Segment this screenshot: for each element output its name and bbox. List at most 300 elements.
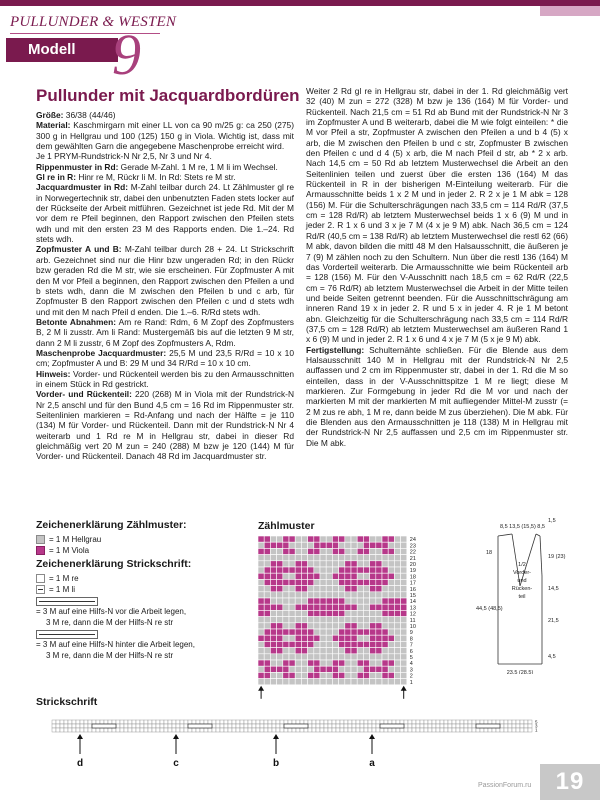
stitch-cell bbox=[320, 724, 324, 728]
hellgrau-cell bbox=[339, 654, 345, 660]
viola-cell bbox=[363, 548, 369, 554]
viola-cell bbox=[332, 542, 338, 548]
hellgrau-cell bbox=[295, 610, 301, 616]
stitch-cell bbox=[412, 724, 416, 728]
hellgrau-cell bbox=[301, 672, 307, 678]
viola-cell bbox=[289, 629, 295, 635]
stitch-cell bbox=[340, 728, 344, 732]
viola-cell bbox=[370, 561, 376, 567]
paragraph-text: Schulternähte schließen. Für die Blende aus dem Halsausschnitt 140 M in Hellgrau mit der Rundstrick-N Nr 2,5 auffassen und 2 cm im Rippenmuster str, dabei in der 1. Rd die M so einteilen, dass in der V-Ausschnittspitze 1 M re liegt; diese M markieren. Zur Formgebung in jeder Rd die M vor und nach der markierten M mit der markierten M mit aufliegender Mittel-M zusstr (= 2 M zus re abh, 1 M re, dann beide M zus überziehen). Die M abk. Für die Blenden aus den Armausschnitten je 118 (138) M in Hellgrau mit der Rundstrick-N Nr 2,5 auffassen und 2,5 cm im Rippenmuster str. Die M abk. bbox=[306, 344, 568, 448]
viola-cell bbox=[345, 579, 351, 585]
hellgrau-cell bbox=[351, 536, 357, 542]
row-number: 16 bbox=[409, 586, 416, 593]
viola-cell bbox=[382, 660, 388, 666]
hellgrau-cell bbox=[370, 592, 376, 598]
hellgrau-cell bbox=[258, 567, 264, 573]
stitch-cell bbox=[88, 720, 92, 724]
hellgrau-cell bbox=[363, 617, 369, 623]
count-chart-grid bbox=[258, 534, 428, 710]
stitch-cell bbox=[444, 728, 448, 732]
row-number: 22 bbox=[409, 549, 416, 556]
count-legend-title: Zeichenerklärung Zählmuster: bbox=[36, 519, 187, 531]
viola-cell bbox=[314, 635, 320, 641]
legend-cross-front-2: 3 M re, dann die M der Hilfs-N re str bbox=[46, 618, 174, 627]
viola-cell bbox=[370, 542, 376, 548]
stitch-cell bbox=[264, 720, 268, 724]
stitch-cell bbox=[220, 720, 224, 724]
stitch-cell bbox=[468, 720, 472, 724]
hellgrau-cell bbox=[258, 679, 264, 685]
stitch-cell bbox=[184, 720, 188, 724]
stitch-cell bbox=[284, 728, 288, 732]
stitch-cell bbox=[400, 720, 404, 724]
hellgrau-cell bbox=[295, 542, 301, 548]
row-number: 12 bbox=[409, 611, 416, 618]
stitch-cell bbox=[372, 728, 376, 732]
stitch-cell bbox=[264, 724, 268, 728]
hellgrau-cell bbox=[314, 561, 320, 567]
hellgrau-cell bbox=[289, 592, 295, 598]
hellgrau-cell bbox=[394, 555, 400, 561]
hellgrau-cell bbox=[370, 598, 376, 604]
viola-cell bbox=[357, 641, 363, 647]
hellgrau-cell bbox=[308, 654, 314, 660]
hellgrau-cell bbox=[258, 592, 264, 598]
instruction-paragraph bbox=[306, 86, 568, 345]
hellgrau-cell bbox=[401, 635, 407, 641]
viola-cell bbox=[332, 604, 338, 610]
viola-cell bbox=[283, 660, 289, 666]
stitch-cell bbox=[444, 724, 448, 728]
stitch-cell bbox=[376, 728, 380, 732]
hellgrau-cell bbox=[332, 648, 338, 654]
hellgrau-cell bbox=[270, 555, 276, 561]
instruction-paragraph bbox=[36, 120, 294, 151]
hellgrau-cell bbox=[394, 648, 400, 654]
viola-cell bbox=[277, 567, 283, 573]
stitch-chart bbox=[36, 696, 556, 782]
legend-viola bbox=[36, 545, 256, 556]
viola-cell bbox=[295, 641, 301, 647]
viola-cell bbox=[332, 573, 338, 579]
viola-cell bbox=[351, 561, 357, 567]
stitch-cell bbox=[280, 728, 284, 732]
cable-cross-symbol bbox=[92, 724, 116, 728]
hellgrau-cell bbox=[283, 592, 289, 598]
viola-cell bbox=[382, 548, 388, 554]
stitch-cell bbox=[416, 728, 420, 732]
viola-cell bbox=[270, 666, 276, 672]
stitch-cell bbox=[252, 724, 256, 728]
viola-cell bbox=[308, 604, 314, 610]
viola-cell bbox=[314, 536, 320, 542]
stitch-arrow-label: d bbox=[76, 758, 84, 769]
hellgrau-cell bbox=[320, 648, 326, 654]
hellgrau-cell bbox=[295, 598, 301, 604]
article-title: Pullunder mit Jacquardbordüren bbox=[36, 86, 300, 105]
hellgrau-cell bbox=[345, 679, 351, 685]
hellgrau-cell bbox=[363, 598, 369, 604]
stitch-cell bbox=[460, 724, 464, 728]
viola-cell bbox=[277, 542, 283, 548]
hellgrau-cell bbox=[382, 561, 388, 567]
hellgrau-cell bbox=[283, 561, 289, 567]
hellgrau-cell bbox=[295, 666, 301, 672]
hellgrau-cell bbox=[258, 579, 264, 585]
stitch-cell bbox=[336, 728, 340, 732]
hellgrau-cell bbox=[301, 542, 307, 548]
stitch-cell bbox=[316, 720, 320, 724]
instruction-paragraph bbox=[36, 172, 294, 182]
stitch-cell bbox=[272, 724, 276, 728]
stitch-cell bbox=[388, 720, 392, 724]
viola-cell bbox=[301, 567, 307, 573]
hellgrau-cell bbox=[326, 648, 332, 654]
schema-right-measure: 19 (23) bbox=[548, 554, 566, 560]
paragraph-label: Vorder- und Rückenteil: bbox=[36, 389, 132, 400]
instruction-paragraph bbox=[306, 345, 568, 448]
viola-cell bbox=[388, 604, 394, 610]
legend-viola-text: = 1 M Viola bbox=[49, 546, 90, 555]
stitch-cell bbox=[136, 720, 140, 724]
stitch-cell bbox=[224, 728, 228, 732]
stitch-cell bbox=[324, 724, 328, 728]
stitch-cell bbox=[80, 720, 84, 724]
hellgrau-cell bbox=[394, 666, 400, 672]
stitch-cell bbox=[72, 724, 76, 728]
viola-cell bbox=[283, 666, 289, 672]
hellgrau-cell bbox=[289, 635, 295, 641]
stitch-cell bbox=[140, 724, 144, 728]
viola-cell bbox=[382, 666, 388, 672]
hellgrau-cell bbox=[370, 654, 376, 660]
hellgrau-cell bbox=[258, 586, 264, 592]
row-number: 2 bbox=[409, 673, 413, 680]
stitch-cell bbox=[216, 720, 220, 724]
stitch-cell bbox=[160, 720, 164, 724]
hellgrau-cell bbox=[394, 542, 400, 548]
hellgrau-cell bbox=[370, 536, 376, 542]
viola-cell bbox=[289, 536, 295, 542]
viola-cell bbox=[339, 579, 345, 585]
hellgrau-cell bbox=[394, 536, 400, 542]
stitch-cell bbox=[440, 724, 444, 728]
hellgrau-cell bbox=[401, 592, 407, 598]
viola-cell bbox=[258, 598, 264, 604]
stitch-cell bbox=[244, 728, 248, 732]
viola-cell bbox=[345, 629, 351, 635]
viola-cell bbox=[357, 579, 363, 585]
hellgrau-cell bbox=[332, 617, 338, 623]
hellgrau-cell bbox=[295, 536, 301, 542]
viola-cell bbox=[264, 579, 270, 585]
paragraph-text: 220 (268) M in Viola mit der Rundstrick-N Nr 2,5 anschl und für den Bund 4,5 cm = 16 Rd im Rippenmuster str. Seitenlinien markieren = Rd-Anfang und nach der Hälfte = je 110 (134) M für Vorder- und Rückenteil. Dann mit der Rundstrick-N Nr 4 weiterarb und 1 Rd re M in Hellgrau str, dabei in dieser Rd gleichmäßig vert 20 M zun = 240 (288) M bzw je 120 (144) M für Vorder- und Rückenteil. Danach 48 Rd im Jacquardmuster str. bbox=[36, 389, 294, 462]
stitch-cell bbox=[200, 728, 204, 732]
viola-cell bbox=[376, 648, 382, 654]
brand-title: PULLUNDER & WESTEN bbox=[10, 14, 177, 30]
hellgrau-cell bbox=[382, 586, 388, 592]
hellgrau-cell bbox=[258, 629, 264, 635]
hellgrau-cell bbox=[320, 555, 326, 561]
hellgrau-cell bbox=[314, 641, 320, 647]
hellgrau-cell bbox=[283, 654, 289, 660]
hellgrau-cell bbox=[326, 567, 332, 573]
stitch-cell bbox=[388, 728, 392, 732]
viola-cell bbox=[370, 641, 376, 647]
stitch-cell bbox=[456, 728, 460, 732]
viola-cell bbox=[332, 610, 338, 616]
viola-cell bbox=[388, 573, 394, 579]
stitch-cell bbox=[344, 724, 348, 728]
stitch-cell bbox=[516, 724, 520, 728]
viola-cell bbox=[295, 567, 301, 573]
viola-cell bbox=[295, 604, 301, 610]
stitch-cell bbox=[428, 728, 432, 732]
cable-cross-symbol bbox=[284, 724, 308, 728]
cable-cross-symbol bbox=[380, 724, 404, 728]
stitch-cell bbox=[524, 720, 528, 724]
viola-cell bbox=[277, 579, 283, 585]
hellgrau-cell bbox=[357, 679, 363, 685]
viola-cell bbox=[339, 610, 345, 616]
hellgrau-cell bbox=[370, 679, 376, 685]
viola-cell bbox=[308, 629, 314, 635]
paragraph-label: Hinweis: bbox=[36, 368, 71, 379]
hellgrau-cell bbox=[308, 617, 314, 623]
hellgrau-cell bbox=[394, 672, 400, 678]
hellgrau-cell bbox=[345, 666, 351, 672]
model-label: Modell bbox=[6, 38, 118, 62]
viola-cell bbox=[277, 573, 283, 579]
hellgrau-cell bbox=[376, 660, 382, 666]
hellgrau-cell bbox=[283, 598, 289, 604]
stitch-cell bbox=[196, 728, 200, 732]
stitch-cell bbox=[156, 728, 160, 732]
stitch-cell bbox=[420, 724, 424, 728]
paragraph-text: Hinr re M, Rückr li M. In Rd: Stets re M str. bbox=[76, 172, 236, 183]
hellgrau-cell bbox=[264, 555, 270, 561]
stitch-chart-grid bbox=[36, 712, 556, 782]
viola-cell bbox=[370, 567, 376, 573]
stitch-cell bbox=[352, 728, 356, 732]
hellgrau-cell bbox=[351, 555, 357, 561]
hellgrau-cell bbox=[314, 579, 320, 585]
stitch-cell bbox=[332, 720, 336, 724]
viola-cell bbox=[301, 573, 307, 579]
hellgrau-cell bbox=[388, 666, 394, 672]
hellgrau-cell bbox=[326, 579, 332, 585]
hellgrau-cell bbox=[326, 573, 332, 579]
stitch-cell bbox=[328, 728, 332, 732]
stitch-cell bbox=[192, 728, 196, 732]
hellgrau-cell bbox=[370, 610, 376, 616]
stitch-cell bbox=[512, 724, 516, 728]
hellgrau-cell bbox=[295, 679, 301, 685]
stitch-cell bbox=[272, 720, 276, 724]
viola-cell bbox=[376, 579, 382, 585]
stitch-cell bbox=[60, 728, 64, 732]
hellgrau-cell bbox=[283, 635, 289, 641]
stitch-cell bbox=[108, 728, 112, 732]
hellgrau-cell bbox=[270, 610, 276, 616]
schema-top-right: 1,5 bbox=[548, 518, 556, 524]
viola-cell bbox=[277, 623, 283, 629]
viola-cell bbox=[277, 604, 283, 610]
stitch-cell bbox=[500, 720, 504, 724]
legend-cross-front-1: = 3 M auf eine Hilfs-N vor die Arbeit legen, bbox=[36, 607, 187, 616]
stitch-cell bbox=[360, 724, 364, 728]
stitch-cell bbox=[80, 728, 84, 732]
page-number: 19 bbox=[540, 764, 600, 800]
viola-cell bbox=[277, 629, 283, 635]
hellgrau-cell bbox=[363, 623, 369, 629]
stitch-cell bbox=[124, 720, 128, 724]
stitch-cell bbox=[260, 728, 264, 732]
stitch-cell bbox=[240, 724, 244, 728]
viola-cell bbox=[345, 567, 351, 573]
hellgrau-cell bbox=[345, 617, 351, 623]
stitch-cell bbox=[224, 720, 228, 724]
hellgrau-cell bbox=[401, 654, 407, 660]
instruction-paragraph bbox=[36, 244, 294, 316]
hellgrau-cell bbox=[314, 654, 320, 660]
stitch-cell bbox=[120, 720, 124, 724]
viola-cell bbox=[264, 604, 270, 610]
viola-cell bbox=[264, 536, 270, 542]
hellgrau-cell bbox=[301, 666, 307, 672]
hellgrau-cell bbox=[277, 660, 283, 666]
stitch-cell bbox=[308, 720, 312, 724]
legend-purl-text: = 1 M li bbox=[49, 585, 76, 594]
hellgrau-cell bbox=[258, 617, 264, 623]
stitch-cell bbox=[360, 720, 364, 724]
stitch-cell bbox=[68, 720, 72, 724]
hellgrau-cell bbox=[388, 542, 394, 548]
paragraph-label: Rippenmuster in Rd: bbox=[36, 161, 119, 172]
stitch-cell bbox=[264, 728, 268, 732]
hellgrau-cell bbox=[320, 579, 326, 585]
stitch-cell bbox=[528, 728, 532, 732]
viola-cell bbox=[357, 567, 363, 573]
viola-cell bbox=[388, 548, 394, 554]
viola-cell bbox=[339, 536, 345, 542]
viola-cell bbox=[289, 660, 295, 666]
hellgrau-cell bbox=[345, 536, 351, 542]
stitch-cell bbox=[476, 720, 480, 724]
viola-cell bbox=[264, 641, 270, 647]
stitch-cell bbox=[344, 728, 348, 732]
hellgrau-cell bbox=[301, 654, 307, 660]
viola-cell bbox=[270, 542, 276, 548]
viola-cell bbox=[388, 660, 394, 666]
stitch-cell bbox=[508, 724, 512, 728]
stitch-cell bbox=[168, 728, 172, 732]
instructions-right-column bbox=[306, 86, 568, 448]
hellgrau-cell bbox=[394, 592, 400, 598]
legend-cross-front-symbol bbox=[36, 597, 256, 606]
hellgrau-cell bbox=[301, 592, 307, 598]
hellgrau-cell bbox=[295, 654, 301, 660]
hellgrau-cell bbox=[394, 623, 400, 629]
hellgrau-cell bbox=[357, 610, 363, 616]
viola-cell bbox=[376, 629, 382, 635]
viola-cell bbox=[301, 561, 307, 567]
stitch-arrow-label: c bbox=[173, 758, 179, 769]
header-corner-strip bbox=[540, 6, 600, 16]
hellgrau-cell bbox=[270, 617, 276, 623]
viola-cell bbox=[394, 598, 400, 604]
stitch-cell bbox=[56, 728, 60, 732]
stitch-cell bbox=[76, 728, 80, 732]
stitch-cell bbox=[92, 720, 96, 724]
stitch-cell bbox=[140, 728, 144, 732]
hellgrau-cell bbox=[314, 623, 320, 629]
stitch-cell bbox=[284, 720, 288, 724]
hellgrau-cell bbox=[326, 623, 332, 629]
stitch-cell bbox=[460, 720, 464, 724]
hellgrau-cell bbox=[283, 573, 289, 579]
stitch-cell bbox=[488, 720, 492, 724]
stitch-cell bbox=[112, 728, 116, 732]
stitch-cell bbox=[344, 720, 348, 724]
viola-cell bbox=[264, 573, 270, 579]
instruction-paragraph bbox=[36, 369, 294, 390]
hellgrau-cell bbox=[326, 660, 332, 666]
hellgrau-cell bbox=[376, 598, 382, 604]
hellgrau-cell bbox=[370, 660, 376, 666]
hellgrau-cell bbox=[401, 548, 407, 554]
viola-cell bbox=[289, 567, 295, 573]
hellgrau-cell bbox=[314, 679, 320, 685]
viola-cell bbox=[363, 542, 369, 548]
stitch-cell bbox=[236, 724, 240, 728]
viola-cell bbox=[264, 666, 270, 672]
stitch-cell bbox=[528, 720, 532, 724]
stitch-cell bbox=[72, 720, 76, 724]
hellgrau-cell bbox=[339, 648, 345, 654]
viola-cell bbox=[277, 635, 283, 641]
stitch-cell bbox=[248, 728, 252, 732]
hellgrau-cell bbox=[394, 617, 400, 623]
stitch-cell bbox=[164, 720, 168, 724]
hellgrau-cell bbox=[339, 555, 345, 561]
viola-cell bbox=[351, 567, 357, 573]
stitch-cell bbox=[416, 724, 420, 728]
hellgrau-cell bbox=[382, 555, 388, 561]
hellgrau-cell bbox=[289, 604, 295, 610]
hellgrau-cell bbox=[363, 586, 369, 592]
hellgrau-cell bbox=[283, 555, 289, 561]
stitch-cell bbox=[456, 724, 460, 728]
hellgrau-cell bbox=[382, 592, 388, 598]
viola-cell bbox=[301, 635, 307, 641]
viola-cell bbox=[308, 635, 314, 641]
viola-cell bbox=[295, 623, 301, 629]
viola-cell bbox=[270, 586, 276, 592]
paragraph-label: Material: bbox=[36, 120, 71, 131]
stitch-cell bbox=[360, 728, 364, 732]
viola-cell bbox=[301, 641, 307, 647]
hellgrau-cell bbox=[326, 586, 332, 592]
knit-symbol-icon bbox=[36, 574, 45, 583]
viola-cell bbox=[326, 604, 332, 610]
viola-cell bbox=[363, 666, 369, 672]
hellgrau-cell bbox=[277, 592, 283, 598]
hellgrau-cell bbox=[264, 623, 270, 629]
stitch-cell bbox=[92, 728, 96, 732]
stitch-cell bbox=[512, 728, 516, 732]
stitch-cell bbox=[468, 728, 472, 732]
